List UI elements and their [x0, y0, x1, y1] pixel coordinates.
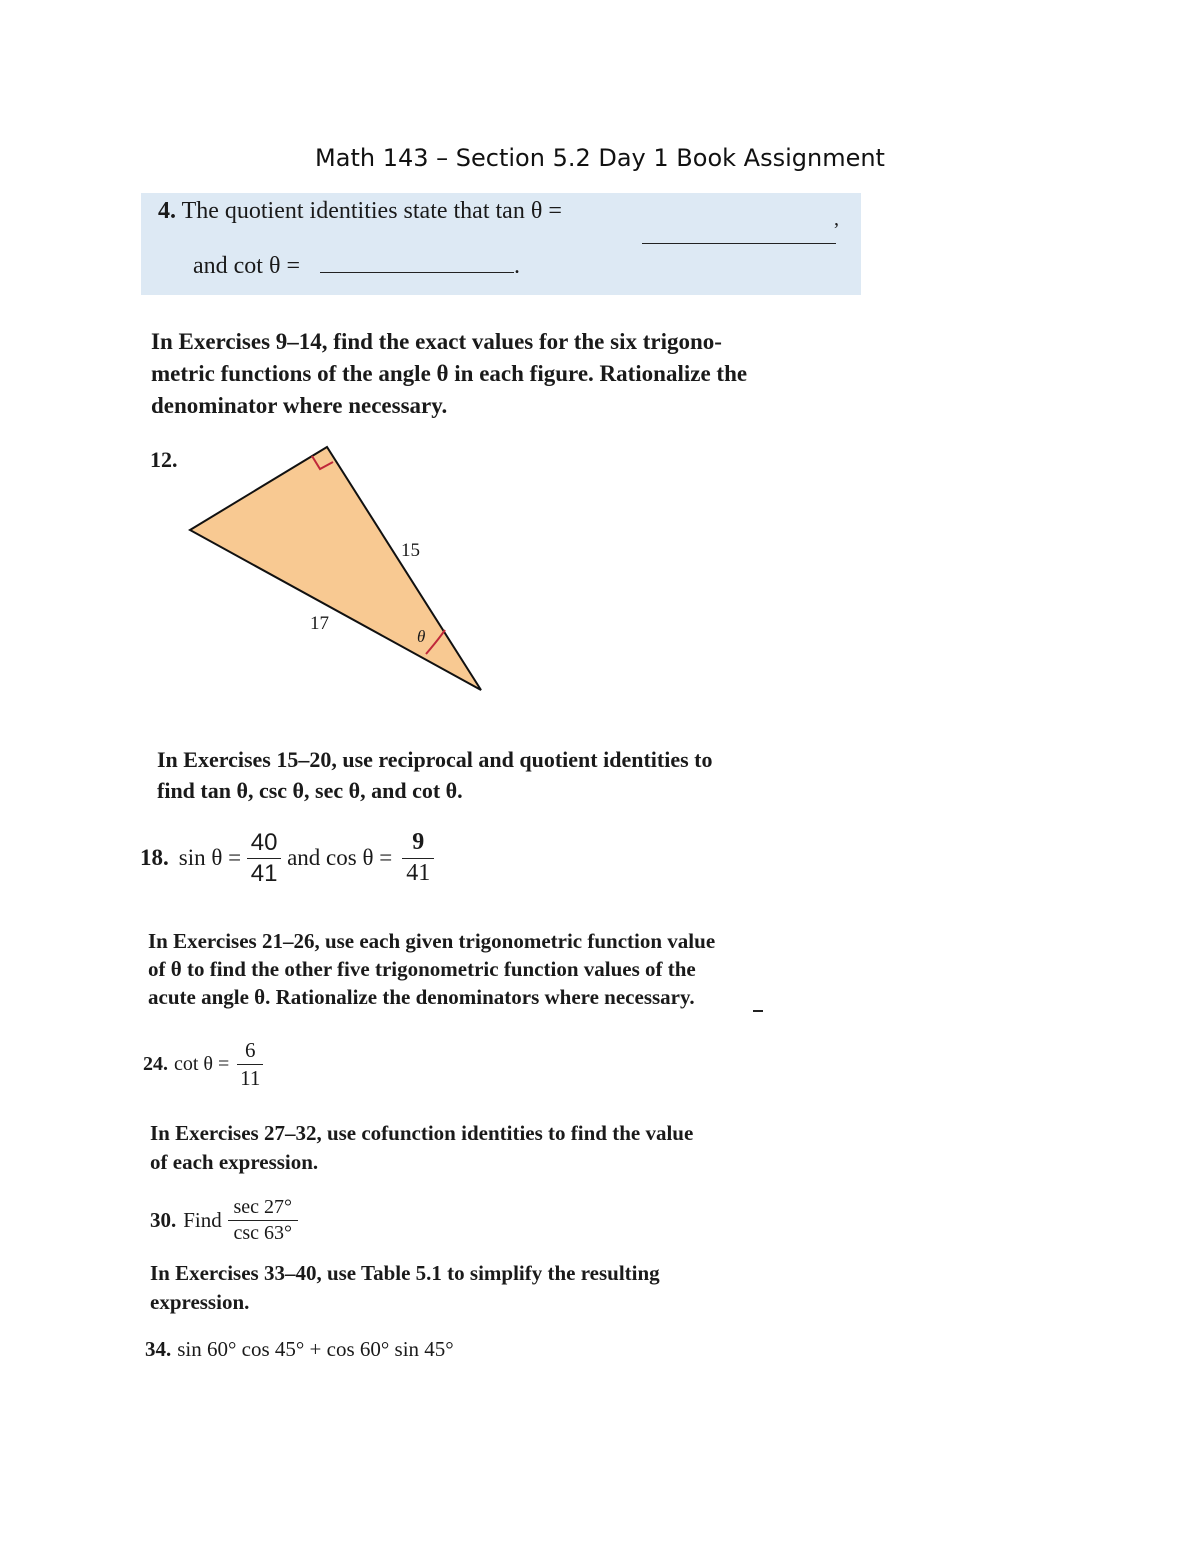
fraction-bar: [228, 1220, 298, 1221]
fraction-bar: [402, 858, 434, 859]
fraction-numerator: 9: [412, 829, 425, 856]
instruction-line: denominator where necessary.: [151, 393, 448, 418]
side-label-17: 17: [310, 613, 329, 634]
instruction-line: find tan θ, csc θ, sec θ, and cot θ.: [157, 778, 463, 803]
question-34-number: 34.: [145, 1337, 172, 1361]
side-label-15: 15: [401, 540, 420, 561]
question-18: [140, 826, 434, 890]
question-4-period: .: [514, 253, 521, 279]
instruction-line: of each expression.: [150, 1150, 319, 1174]
stray-mark: [753, 1010, 763, 1012]
fraction-numerator: 6: [245, 1038, 256, 1063]
question-4-cot-label: and cot θ =: [193, 253, 301, 279]
instructions-27-32: [150, 1119, 693, 1177]
question-4-text: The quotient identities state that tan θ =: [181, 198, 562, 224]
instructions-33-40: [150, 1259, 660, 1317]
fraction-sec-csc: [228, 1197, 298, 1244]
question-30: [150, 1190, 298, 1250]
question-34-expression: sin 60° cos 45° + cos 60° sin 45°: [177, 1337, 454, 1361]
fraction-denominator: csc 63°: [233, 1221, 293, 1244]
fraction-bar: [237, 1064, 263, 1065]
question-30-label: Find: [183, 1207, 222, 1232]
instruction-line: expression.: [150, 1290, 250, 1314]
question-18-sin-label: sin θ =: [178, 845, 242, 870]
question-24-number: 24.: [143, 1052, 168, 1075]
instructions-21-26: [148, 927, 715, 1011]
angle-label-theta: θ: [417, 627, 426, 646]
instruction-line: acute angle θ. Rationalize the denominators where necessary.: [148, 985, 695, 1009]
instructions-15-20: [157, 744, 713, 806]
fraction-cos: [402, 830, 434, 885]
question-30-number: 30.: [150, 1207, 177, 1232]
fraction-numerator: 40: [250, 829, 278, 857]
question-24-label: cot θ =: [174, 1052, 230, 1075]
question-18-number: 18.: [140, 845, 169, 870]
fraction-numerator: sec 27°: [233, 1195, 293, 1218]
instruction-line: of θ to find the other five trigonometric function values of the: [148, 957, 696, 981]
fraction-bar: [247, 858, 281, 859]
question-4-number: 4.: [158, 198, 176, 224]
triangle-shape: [190, 447, 481, 690]
question-4-comma: ,: [834, 208, 839, 230]
question-34: [145, 1337, 454, 1362]
instruction-line: In Exercises 21–26, use each given trigonometric function value: [148, 929, 716, 953]
fraction-denominator: 41: [250, 859, 278, 887]
instruction-line: metric functions of the angle θ in each figure. Rationalize the: [151, 361, 748, 386]
instruction-line: In Exercises 15–20, use reciprocal and quotient identities to: [157, 747, 713, 772]
question-18-cos-label: and cos θ =: [287, 845, 393, 870]
instruction-line: In Exercises 27–32, use cofunction identities to find the value: [150, 1121, 694, 1145]
fraction-denominator: 11: [240, 1065, 261, 1090]
question-24: [143, 1035, 263, 1093]
instruction-line: In Exercises 33–40, use Table 5.1 to simplify the resulting: [150, 1261, 660, 1285]
fraction-sin: [247, 830, 281, 885]
instruction-line: In Exercises 9–14, find the exact values for the six trigono-: [151, 329, 722, 354]
question-12-number: 12.: [150, 447, 178, 472]
fraction-cot: [237, 1039, 263, 1088]
page-title: Math 143 – Section 5.2 Day 1 Book Assignment: [315, 144, 885, 172]
fraction-denominator: 41: [406, 859, 431, 886]
